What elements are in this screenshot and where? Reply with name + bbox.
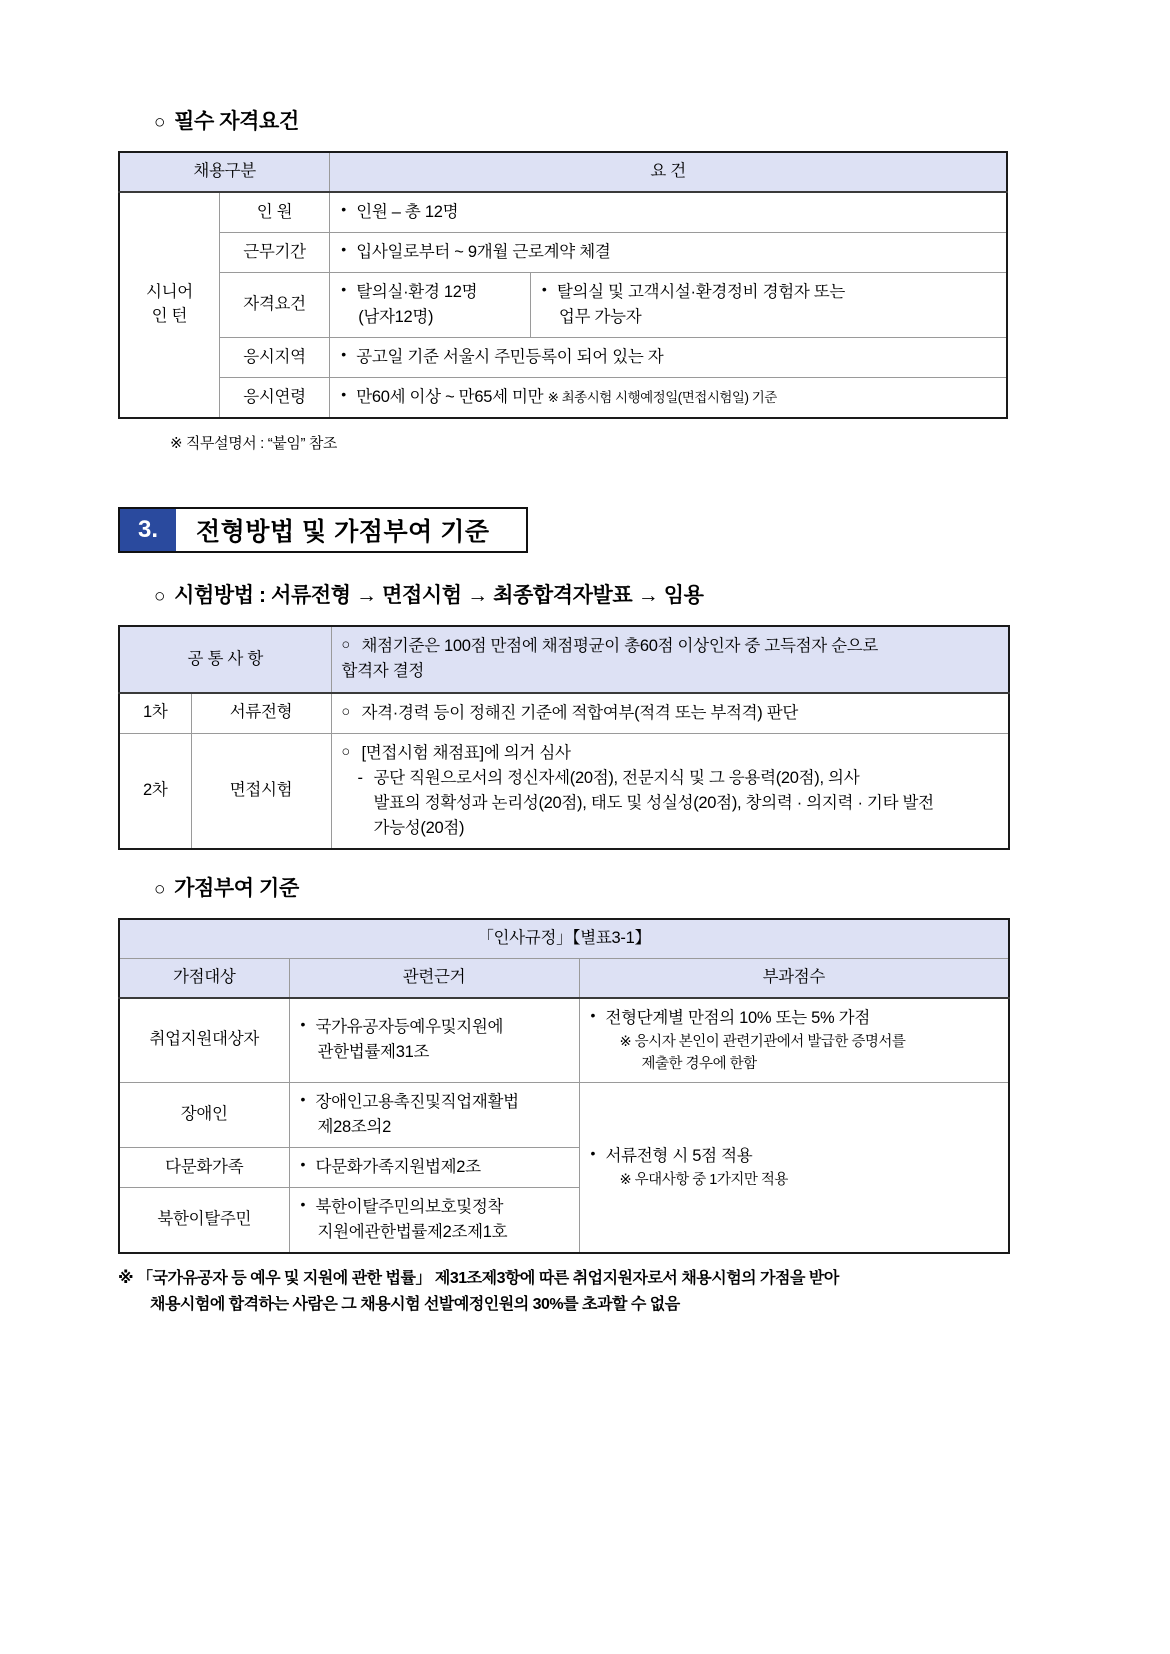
bonus-points-heading-text: 가점부여 기준: [174, 876, 299, 900]
basis-line-2: 관한법률제31조: [317, 1043, 430, 1062]
table-caption-row: [119, 919, 1009, 958]
circle-marker-icon: ○: [154, 112, 166, 133]
bonus-target-disabled: 장애인: [119, 1082, 289, 1147]
age-text: 만60세 이상 ~ 만65세 미만: [356, 388, 544, 407]
bonus-basis-employment-support: [289, 998, 579, 1083]
table-header-row: [119, 958, 1009, 997]
required-qualifications-heading: [154, 105, 1052, 135]
stage-2-label: 2차: [119, 733, 191, 849]
col-header-bonus-score: 부과점수: [579, 958, 1009, 997]
row-value-qualifications-right: [530, 273, 1007, 338]
category-line-2: 인 턴: [151, 307, 188, 326]
bonus-points-heading: [154, 872, 1052, 902]
section-3-header: [118, 507, 528, 553]
stage-2-name: 면접시험: [191, 733, 331, 849]
col-header-bonus-target: 가점대상: [119, 958, 289, 997]
row-value-work-period: [330, 233, 1007, 273]
selection-process-table: [118, 625, 1010, 850]
section-title: 전형방법 및 가점부여 기준: [196, 518, 490, 547]
row-value-qualifications-left: [330, 273, 531, 338]
bonus-footnote: [118, 1266, 1052, 1318]
table-row: [119, 338, 1007, 378]
bonus-target-employment-support: 취업지원대상자: [119, 998, 289, 1083]
list-item: [300, 1015, 569, 1065]
job-description-note: ※ 직무설명서 : “붙임” 참조: [170, 435, 338, 453]
basis-line-1: 북한이탈주민의보호및정착: [315, 1198, 504, 1217]
circle-marker-icon: ○: [154, 878, 166, 900]
row-label-qualifications: 자격요건: [219, 273, 329, 338]
basis-line-2: 지원에관한법률제2조제1호: [317, 1223, 508, 1242]
table-header-row: [119, 152, 1007, 192]
basis-line-1: 국가유공자등예우및지원에: [315, 1018, 504, 1037]
row-label-region: 응시지역: [219, 338, 329, 378]
required-qualifications-heading-text: 필수 자격요건: [174, 110, 299, 133]
list-item: [340, 385, 996, 410]
circle-marker-icon: ○: [154, 586, 166, 608]
row-value-region: [330, 338, 1007, 378]
qual-left-text: 탈의실·환경 12명: [356, 283, 478, 302]
list-item: [342, 741, 999, 841]
col-header-legal-basis: 관련근거: [289, 958, 579, 997]
row-value-age: [330, 378, 1007, 419]
qual-right-sub: 업무 가능자: [558, 308, 642, 327]
list-item: • 공고일 기준 서울시 주민등록이 되어 있는 자: [340, 345, 996, 370]
section-number-badge: 3.: [120, 509, 176, 551]
required-qualifications-table: [118, 151, 1008, 419]
bonus-target-multicultural: 다문화가족: [119, 1148, 289, 1188]
interview-scoring-title: [면접시험 채점표]에 의거 심사: [361, 743, 571, 762]
row-label-headcount: 인 원: [219, 192, 329, 233]
table-row: [119, 378, 1007, 419]
footnote-line-2: 채용시험에 합격하는 사람은 그 채용시험 선발예정인원의 30%를 초과할 수 없음: [150, 1296, 680, 1314]
exam-method-heading: [154, 579, 1052, 609]
category-line-1: 시니어: [145, 283, 193, 302]
score-line-1: 전형단계별 만점의 10% 또는 5% 가점: [605, 1008, 870, 1027]
table-row: [119, 233, 1007, 273]
table-row: [119, 693, 1009, 734]
stage-1-detail: [331, 693, 1009, 734]
merged-score-line-2: ※ 우대사항 중 1가지만 적용: [619, 1172, 788, 1189]
score-line-3: 제출한 경우에 한함: [641, 1055, 757, 1072]
list-item: [340, 280, 520, 330]
table-row: [119, 192, 1007, 233]
table-row-common: [119, 626, 1009, 692]
bonus-table-caption: 「인사규정」【별표3-1】: [119, 919, 1009, 958]
stage-2-detail: [331, 733, 1009, 849]
list-item: [300, 1195, 569, 1245]
exam-method-text: 시험방법 : 서류전형 → 면접시험 → 최종합격자발표 → 임용: [174, 584, 704, 608]
basis-line-2: 제28조의2: [317, 1118, 392, 1136]
stage-1-label: 1차: [119, 693, 191, 734]
table-row: [119, 273, 1007, 338]
score-line-2: ※ 응시자 본인이 관련기관에서 발급한 증명서를: [619, 1033, 906, 1050]
bonus-score-employment-support: [579, 998, 1009, 1083]
list-item: • 다문화가족지원법제2조: [300, 1155, 569, 1180]
qual-right-text: 탈의실 및 고객시설·환경정비 경험자 또는: [556, 283, 846, 302]
interview-criteria-line-3: 가능성(20점): [373, 818, 465, 837]
bonus-basis-disabled: [289, 1082, 579, 1147]
list-item: [590, 1144, 999, 1191]
table-row: [119, 733, 1009, 849]
common-line-2: 합격자 결정: [341, 662, 424, 681]
list-item: [590, 1006, 999, 1075]
list-item: • 인원 – 총 12명: [340, 200, 996, 225]
basis-line-1: 장애인고용촉진및직업재활법: [315, 1092, 519, 1111]
age-note: ※ 최종시험 시행예정일(면접시험일) 기준: [547, 390, 777, 406]
list-item: ○ 자격·경력 등이 정해진 기준에 적합여부(적격 또는 부적격) 판단: [342, 701, 999, 726]
interview-criteria-line-2: 발표의 정확성과 논리성(20점), 태도 및 성실성(20점), 창의력 · 의지력 · 기타 발전: [373, 793, 934, 812]
common-matters-label: 공 통 사 항: [119, 626, 331, 692]
list-item: [300, 1090, 569, 1140]
row-label-age: 응시연령: [219, 378, 329, 419]
bonus-score-merged: [579, 1082, 1009, 1253]
common-matters-value: [331, 626, 1009, 692]
footnote-line-1: ※ 「국가유공자 등 예우 및 지원에 관한 법률」 제31조제3항에 따른 취업지원자로서 채용시험의 가점을 받아: [118, 1270, 839, 1288]
bonus-basis-north-korean-defector: [289, 1188, 579, 1254]
table-row: [119, 1082, 1009, 1147]
bonus-basis-multicultural: [289, 1148, 579, 1188]
table-row: [119, 998, 1009, 1083]
col-header-requirements: 요 건: [330, 152, 1007, 192]
row-value-headcount: [330, 192, 1007, 233]
category-senior-intern: [119, 192, 219, 418]
interview-criteria-line-1: - 공단 직원으로서의 정신자세(20점), 전문지식 및 그 응용력(20점), 의사: [342, 766, 999, 791]
stage-1-name: 서류전형: [191, 693, 331, 734]
row-label-work-period: 근무기간: [219, 233, 329, 273]
bonus-points-table: [118, 918, 1010, 1254]
list-item: [541, 280, 996, 330]
common-line-1: 채점기준은 100점 만점에 채점평균이 총60점 이상인자 중 고득점자 순으로: [361, 637, 879, 656]
bonus-target-north-korean-defector: 북한이탈주민: [119, 1188, 289, 1254]
col-header-recruit-type: 채용구분: [119, 152, 330, 192]
list-item: [342, 634, 999, 684]
merged-score-line-1: 서류전형 시 5점 적용: [605, 1147, 753, 1166]
qual-left-sub: (남자12명): [358, 308, 434, 327]
list-item: • 입사일로부터 ~ 9개월 근로계약 체결: [340, 240, 996, 265]
